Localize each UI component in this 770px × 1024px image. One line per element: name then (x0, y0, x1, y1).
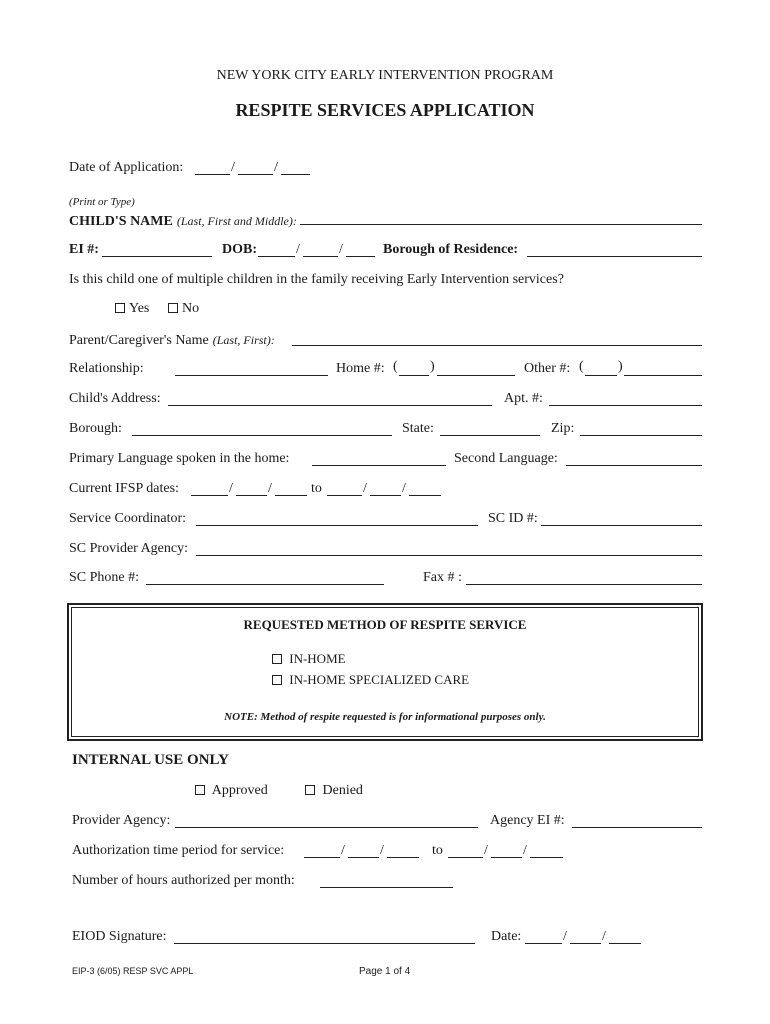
form-code: EIP-3 (6/05) RESP SVC APPL (72, 966, 194, 976)
auth-end-day-field[interactable] (491, 857, 522, 858)
ei-number-field[interactable] (102, 256, 212, 257)
in-home-specialized-checkbox[interactable] (272, 675, 282, 685)
ifsp-end-day-field[interactable] (370, 495, 401, 496)
state-field[interactable] (440, 435, 540, 436)
yes-checkbox[interactable] (115, 303, 125, 313)
ifsp-end-month-field[interactable] (327, 495, 362, 496)
zip-field[interactable] (580, 435, 702, 436)
hours-authorized-field[interactable] (320, 887, 453, 888)
second-language-label: Second Language: (454, 451, 558, 466)
sc-id-field[interactable] (541, 525, 702, 526)
relationship-label: Relationship: (69, 361, 144, 376)
auth-start-month-field[interactable] (304, 857, 340, 858)
childs-name-field[interactable] (300, 224, 702, 225)
borough-field[interactable] (132, 435, 392, 436)
ifsp-dates-label: Current IFSP dates: (69, 481, 179, 496)
in-home-checkbox[interactable] (272, 654, 282, 664)
eiod-signature-label: EIOD Signature: (72, 929, 167, 944)
auth-start-day-field[interactable] (348, 857, 379, 858)
parent-name-label: Parent/Caregiver's Name (69, 333, 209, 348)
childs-name-label-group (69, 212, 297, 230)
ifsp-end-year-field[interactable] (409, 495, 441, 496)
apt-number-field[interactable] (549, 405, 702, 406)
denied-option[interactable]: Denied (305, 783, 363, 799)
provider-agency-label: Provider Agency: (72, 813, 171, 828)
other-phone-label: Other #: (524, 361, 571, 376)
second-language-field[interactable] (566, 465, 702, 466)
dob-label: DOB: (222, 242, 257, 257)
other-phone-field[interactable] (624, 375, 702, 376)
agency-ei-field[interactable] (572, 827, 702, 828)
childs-address-field[interactable] (168, 405, 492, 406)
auth-end-month-field[interactable] (448, 857, 483, 858)
approved-checkbox[interactable] (195, 785, 205, 795)
signature-date-label: Date: (491, 929, 522, 944)
home-phone-label: Home #: (336, 361, 385, 376)
hours-authorized-label: Number of hours authorized per month: (72, 873, 295, 888)
state-label: State: (402, 421, 434, 436)
eiod-signature-field[interactable] (174, 943, 475, 944)
borough-of-residence-field[interactable] (527, 256, 702, 257)
signature-date-month-field[interactable] (525, 943, 562, 944)
primary-language-field[interactable] (312, 465, 446, 466)
agency-ei-label: Agency EI #: (490, 813, 565, 828)
no-checkbox[interactable] (168, 303, 178, 313)
ei-number-label: EI #: (69, 242, 99, 257)
dob-month-field[interactable] (258, 256, 295, 257)
method-box-heading: REQUESTED METHOD OF RESPITE SERVICE (243, 617, 527, 632)
denied-checkbox[interactable] (305, 785, 315, 795)
zip-label: Zip: (551, 421, 575, 436)
sc-phone-label: SC Phone #: (69, 570, 140, 585)
sc-phone-field[interactable] (146, 584, 384, 585)
relationship-field[interactable] (175, 375, 328, 376)
parent-name-label-group (69, 331, 275, 349)
primary-language-label: Primary Language spoken in the home: (69, 451, 290, 466)
fax-field[interactable] (466, 584, 702, 585)
ifsp-start-day-field[interactable] (236, 495, 267, 496)
page-number: Page 1 of 4 (359, 966, 411, 977)
ifsp-to-label: to (311, 481, 322, 496)
no-option[interactable]: No (168, 301, 199, 317)
signature-date-day-field[interactable] (570, 943, 601, 944)
app-date-year-field[interactable] (281, 174, 310, 175)
home-area-code-field[interactable] (399, 375, 429, 376)
signature-date-year-field[interactable] (609, 943, 641, 944)
program-name: NEW YORK CITY EARLY INTERVENTION PROGRAM (216, 68, 554, 83)
approved-option[interactable]: Approved (195, 783, 268, 799)
in-home-specialized-option[interactable]: IN-HOME SPECIALIZED CARE (272, 672, 469, 688)
ifsp-start-year-field[interactable] (275, 495, 307, 496)
internal-use-heading: INTERNAL USE ONLY (72, 752, 229, 768)
sc-provider-agency-field[interactable] (196, 555, 702, 556)
parent-name-hint: (Last, First): (212, 333, 275, 347)
app-date-day-field[interactable] (238, 174, 273, 175)
dob-year-field[interactable] (346, 256, 375, 257)
other-area-code-field[interactable] (585, 375, 617, 376)
auth-start-year-field[interactable] (387, 857, 419, 858)
home-phone-field[interactable] (437, 375, 515, 376)
borough-label: Borough: (69, 421, 122, 436)
auth-end-year-field[interactable] (530, 857, 563, 858)
authorization-period-label: Authorization time period for service: (72, 843, 285, 858)
auth-to-label: to (432, 843, 443, 858)
form-title: RESPITE SERVICES APPLICATION (235, 100, 535, 120)
method-note: NOTE: Method of respite requested is for informational purposes only. (224, 711, 546, 723)
ifsp-start-month-field[interactable] (191, 495, 228, 496)
sc-provider-agency-label: SC Provider Agency: (69, 541, 188, 556)
print-or-type-note: (Print or Type) (69, 196, 135, 208)
apt-number-label: Apt. #: (504, 391, 543, 406)
borough-of-residence-label: Borough of Residence: (383, 242, 519, 257)
dob-day-field[interactable] (303, 256, 338, 257)
parent-name-field[interactable] (292, 345, 702, 346)
childs-name-label: CHILD'S NAME (69, 214, 173, 229)
date-of-application-label: Date of Application: (69, 160, 184, 175)
multiple-children-question: Is this child one of multiple children in the family receiving Early Intervention services? (69, 272, 564, 287)
yes-option[interactable]: Yes (115, 301, 149, 317)
fax-label: Fax # : (423, 570, 462, 585)
childs-address-label: Child's Address: (69, 391, 161, 406)
sc-id-label: SC ID #: (488, 511, 538, 526)
app-date-month-field[interactable] (195, 174, 230, 175)
service-coordinator-label: Service Coordinator: (69, 511, 187, 526)
service-coordinator-field[interactable] (196, 525, 478, 526)
in-home-option[interactable]: IN-HOME (272, 651, 346, 667)
provider-agency-field[interactable] (175, 827, 478, 828)
childs-name-hint: (Last, First and Middle): (176, 214, 297, 228)
